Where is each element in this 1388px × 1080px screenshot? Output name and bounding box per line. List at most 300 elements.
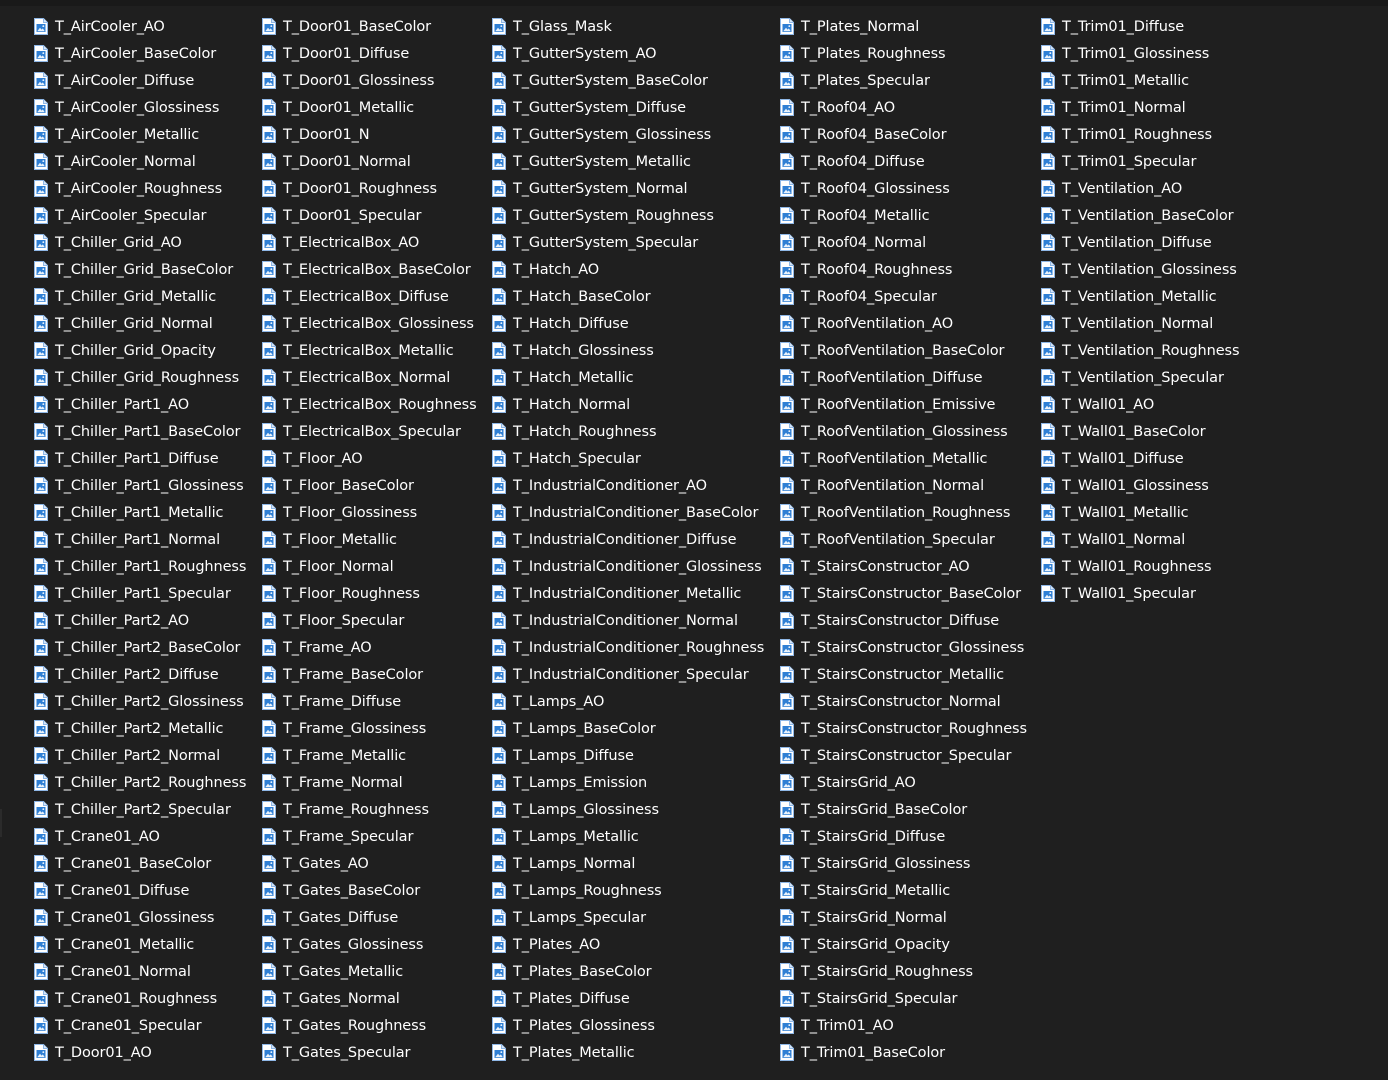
file-item[interactable] bbox=[262, 526, 477, 553]
file-item[interactable] bbox=[34, 553, 246, 580]
file-item[interactable] bbox=[262, 661, 477, 688]
file-item[interactable] bbox=[780, 94, 1027, 121]
image-file-icon bbox=[34, 261, 48, 278]
file-item[interactable] bbox=[492, 634, 764, 661]
file-item[interactable] bbox=[262, 175, 477, 202]
file-item[interactable] bbox=[1041, 418, 1239, 445]
file-name: T_StairsGrid_Diffuse bbox=[801, 828, 946, 845]
image-file-icon bbox=[262, 666, 276, 683]
image-file-icon bbox=[34, 153, 48, 170]
file-item[interactable] bbox=[1041, 121, 1239, 148]
file-name: T_Chiller_Part2_BaseColor bbox=[55, 639, 241, 656]
file-item[interactable] bbox=[262, 877, 477, 904]
file-name: T_Frame_Roughness bbox=[283, 801, 429, 818]
file-item[interactable] bbox=[262, 1012, 477, 1039]
file-item[interactable] bbox=[780, 526, 1027, 553]
image-file-icon bbox=[492, 342, 506, 359]
file-name: T_RoofVentilation_Metallic bbox=[801, 450, 988, 467]
image-file-icon bbox=[492, 45, 506, 62]
file-item[interactable] bbox=[34, 310, 246, 337]
file-item[interactable] bbox=[492, 904, 764, 931]
file-name: T_ElectricalBox_AO bbox=[283, 234, 420, 251]
image-file-icon bbox=[780, 720, 794, 737]
file-item[interactable] bbox=[34, 445, 246, 472]
file-item[interactable] bbox=[780, 796, 1027, 823]
file-name: T_Lamps_Glossiness bbox=[513, 801, 659, 818]
file-item[interactable] bbox=[780, 877, 1027, 904]
file-item[interactable] bbox=[780, 1012, 1027, 1039]
file-item[interactable] bbox=[1041, 13, 1239, 40]
file-item[interactable] bbox=[492, 526, 764, 553]
file-item[interactable] bbox=[262, 634, 477, 661]
file-item[interactable] bbox=[492, 1039, 764, 1066]
image-file-icon bbox=[262, 126, 276, 143]
file-name: T_Crane01_Glossiness bbox=[55, 909, 215, 926]
image-file-icon bbox=[492, 612, 506, 629]
file-item[interactable] bbox=[34, 661, 246, 688]
file-name: T_AirCooler_Specular bbox=[55, 207, 207, 224]
image-file-icon bbox=[262, 396, 276, 413]
file-item[interactable] bbox=[780, 742, 1027, 769]
file-name: T_StairsGrid_AO bbox=[801, 774, 916, 791]
file-name: T_Wall01_Metallic bbox=[1062, 504, 1189, 521]
file-item[interactable] bbox=[34, 931, 246, 958]
file-item[interactable] bbox=[492, 553, 764, 580]
file-name: T_Lamps_BaseColor bbox=[513, 720, 656, 737]
file-name: T_Crane01_Diffuse bbox=[55, 882, 190, 899]
file-item[interactable] bbox=[262, 67, 477, 94]
file-item[interactable] bbox=[262, 850, 477, 877]
image-file-icon bbox=[262, 693, 276, 710]
file-item[interactable] bbox=[492, 499, 764, 526]
file-item[interactable] bbox=[262, 229, 477, 256]
image-file-icon bbox=[262, 828, 276, 845]
image-file-icon bbox=[492, 558, 506, 575]
file-item[interactable] bbox=[780, 769, 1027, 796]
file-item[interactable] bbox=[780, 553, 1027, 580]
file-item[interactable] bbox=[262, 931, 477, 958]
file-item[interactable] bbox=[1041, 391, 1239, 418]
file-item[interactable] bbox=[34, 472, 246, 499]
file-item[interactable] bbox=[492, 310, 764, 337]
image-file-icon bbox=[780, 639, 794, 656]
file-item[interactable] bbox=[34, 40, 246, 67]
file-item[interactable] bbox=[780, 283, 1027, 310]
file-item[interactable] bbox=[492, 175, 764, 202]
file-item[interactable] bbox=[34, 94, 246, 121]
file-name: T_Frame_Metallic bbox=[283, 747, 406, 764]
file-item[interactable] bbox=[262, 1039, 477, 1066]
file-item[interactable] bbox=[780, 67, 1027, 94]
file-item[interactable] bbox=[262, 904, 477, 931]
file-name: T_Frame_AO bbox=[283, 639, 372, 656]
file-item[interactable] bbox=[1041, 310, 1239, 337]
file-item[interactable] bbox=[492, 229, 764, 256]
file-item[interactable] bbox=[492, 769, 764, 796]
image-file-icon bbox=[492, 99, 506, 116]
file-item[interactable] bbox=[780, 499, 1027, 526]
image-file-icon bbox=[780, 450, 794, 467]
file-item[interactable] bbox=[34, 175, 246, 202]
image-file-icon bbox=[492, 477, 506, 494]
file-item[interactable] bbox=[262, 688, 477, 715]
file-name: T_Wall01_Specular bbox=[1062, 585, 1196, 602]
file-item[interactable] bbox=[780, 958, 1027, 985]
file-item[interactable] bbox=[1041, 40, 1239, 67]
image-file-icon bbox=[34, 72, 48, 89]
file-item[interactable] bbox=[780, 823, 1027, 850]
file-item[interactable] bbox=[780, 1039, 1027, 1066]
file-name: T_StairsConstructor_Normal bbox=[801, 693, 1001, 710]
file-item[interactable] bbox=[34, 202, 246, 229]
image-file-icon bbox=[492, 639, 506, 656]
file-item[interactable] bbox=[780, 418, 1027, 445]
file-item[interactable] bbox=[492, 1012, 764, 1039]
file-name: T_Frame_Normal bbox=[283, 774, 403, 791]
file-name: T_ElectricalBox_Normal bbox=[283, 369, 451, 386]
file-name: T_Gates_Roughness bbox=[283, 1017, 427, 1034]
image-file-icon bbox=[34, 1044, 48, 1061]
file-item[interactable] bbox=[780, 904, 1027, 931]
file-item[interactable] bbox=[262, 283, 477, 310]
image-file-icon bbox=[492, 153, 506, 170]
file-item[interactable] bbox=[262, 40, 477, 67]
image-file-icon bbox=[262, 342, 276, 359]
file-item[interactable] bbox=[34, 67, 246, 94]
file-item[interactable] bbox=[780, 310, 1027, 337]
file-item[interactable] bbox=[262, 13, 477, 40]
file-item[interactable] bbox=[1041, 499, 1239, 526]
file-name: T_Frame_Glossiness bbox=[283, 720, 427, 737]
image-file-icon bbox=[262, 369, 276, 386]
file-item[interactable] bbox=[34, 391, 246, 418]
file-item[interactable] bbox=[34, 796, 246, 823]
file-name: T_AirCooler_Metallic bbox=[55, 126, 200, 143]
file-item[interactable] bbox=[492, 985, 764, 1012]
file-item[interactable] bbox=[262, 499, 477, 526]
file-item[interactable] bbox=[34, 850, 246, 877]
file-name: T_Wall01_Diffuse bbox=[1062, 450, 1184, 467]
file-name: T_ElectricalBox_Metallic bbox=[283, 342, 454, 359]
file-name: T_Lamps_Roughness bbox=[513, 882, 662, 899]
file-item[interactable] bbox=[492, 958, 764, 985]
file-item[interactable] bbox=[780, 580, 1027, 607]
file-item[interactable] bbox=[262, 148, 477, 175]
file-item[interactable] bbox=[34, 13, 246, 40]
file-item[interactable] bbox=[492, 40, 764, 67]
file-item[interactable] bbox=[1041, 94, 1239, 121]
image-file-icon bbox=[34, 558, 48, 575]
image-file-icon bbox=[780, 207, 794, 224]
file-name: T_Ventilation_Roughness bbox=[1062, 342, 1240, 359]
file-item[interactable] bbox=[34, 499, 246, 526]
file-item[interactable] bbox=[262, 445, 477, 472]
file-item[interactable] bbox=[34, 634, 246, 661]
file-name: T_GutterSystem_Normal bbox=[513, 180, 688, 197]
file-item[interactable] bbox=[1041, 337, 1239, 364]
image-file-icon bbox=[262, 774, 276, 791]
file-name: T_ElectricalBox_Diffuse bbox=[283, 288, 449, 305]
file-item[interactable] bbox=[34, 742, 246, 769]
file-item[interactable] bbox=[492, 148, 764, 175]
image-file-icon bbox=[262, 504, 276, 521]
file-item[interactable] bbox=[34, 985, 246, 1012]
file-item[interactable] bbox=[780, 850, 1027, 877]
file-item[interactable] bbox=[262, 796, 477, 823]
file-item[interactable] bbox=[492, 13, 764, 40]
file-item[interactable] bbox=[492, 121, 764, 148]
file-item[interactable] bbox=[780, 202, 1027, 229]
file-item[interactable] bbox=[262, 94, 477, 121]
file-item[interactable] bbox=[34, 337, 246, 364]
file-name: T_IndustrialConditioner_Roughness bbox=[513, 639, 765, 656]
file-name: T_Roof04_Diffuse bbox=[801, 153, 925, 170]
file-name: T_Chiller_Part1_Metallic bbox=[55, 504, 224, 521]
image-file-icon bbox=[492, 828, 506, 845]
file-item[interactable] bbox=[262, 202, 477, 229]
file-item[interactable] bbox=[780, 40, 1027, 67]
file-item[interactable] bbox=[492, 67, 764, 94]
file-name: T_Chiller_Part1_Normal bbox=[55, 531, 221, 548]
file-item[interactable] bbox=[492, 823, 764, 850]
file-item[interactable] bbox=[262, 337, 477, 364]
file-column-4 bbox=[780, 13, 1027, 1066]
file-item[interactable] bbox=[34, 715, 246, 742]
file-item[interactable] bbox=[780, 337, 1027, 364]
file-item[interactable] bbox=[262, 364, 477, 391]
file-item[interactable] bbox=[34, 256, 246, 283]
file-item[interactable] bbox=[780, 175, 1027, 202]
image-file-icon bbox=[492, 369, 506, 386]
image-file-icon bbox=[34, 504, 48, 521]
image-file-icon bbox=[780, 747, 794, 764]
file-item[interactable] bbox=[492, 796, 764, 823]
file-name: T_Chiller_Part2_Specular bbox=[55, 801, 231, 818]
file-name: T_Chiller_Grid_Normal bbox=[55, 315, 213, 332]
file-item[interactable] bbox=[492, 283, 764, 310]
file-name: T_Plates_Normal bbox=[801, 18, 920, 35]
image-file-icon bbox=[780, 990, 794, 1007]
file-item[interactable] bbox=[492, 661, 764, 688]
file-item[interactable] bbox=[780, 256, 1027, 283]
file-item[interactable] bbox=[780, 13, 1027, 40]
file-name: T_Gates_Metallic bbox=[283, 963, 404, 980]
image-file-icon bbox=[34, 396, 48, 413]
file-name: T_Door01_Diffuse bbox=[283, 45, 410, 62]
file-name: T_ElectricalBox_Glossiness bbox=[283, 315, 474, 332]
file-item[interactable] bbox=[1041, 175, 1239, 202]
file-item[interactable] bbox=[34, 148, 246, 175]
file-item[interactable] bbox=[262, 418, 477, 445]
window-top-edge bbox=[0, 0, 1388, 6]
file-item[interactable] bbox=[262, 310, 477, 337]
file-item[interactable] bbox=[492, 607, 764, 634]
file-item[interactable] bbox=[492, 472, 764, 499]
file-item[interactable] bbox=[1041, 364, 1239, 391]
file-item[interactable] bbox=[492, 445, 764, 472]
file-item[interactable] bbox=[780, 931, 1027, 958]
file-item[interactable] bbox=[1041, 229, 1239, 256]
image-file-icon bbox=[262, 585, 276, 602]
image-file-icon bbox=[262, 207, 276, 224]
file-name: T_GutterSystem_Roughness bbox=[513, 207, 714, 224]
file-item[interactable] bbox=[1041, 67, 1239, 94]
file-name: T_AirCooler_AO bbox=[55, 18, 165, 35]
file-item[interactable] bbox=[262, 958, 477, 985]
file-item[interactable] bbox=[1041, 526, 1239, 553]
file-item[interactable] bbox=[492, 931, 764, 958]
image-file-icon bbox=[34, 45, 48, 62]
file-item[interactable] bbox=[780, 121, 1027, 148]
file-item[interactable] bbox=[492, 850, 764, 877]
image-file-icon bbox=[1041, 558, 1055, 575]
file-item[interactable] bbox=[780, 715, 1027, 742]
file-item[interactable] bbox=[780, 688, 1027, 715]
file-item[interactable] bbox=[492, 715, 764, 742]
file-item[interactable] bbox=[1041, 283, 1239, 310]
file-name: T_Chiller_Grid_BaseColor bbox=[55, 261, 234, 278]
image-file-icon bbox=[34, 342, 48, 359]
file-item[interactable] bbox=[1041, 553, 1239, 580]
file-item[interactable] bbox=[34, 364, 246, 391]
file-item[interactable] bbox=[780, 634, 1027, 661]
file-item[interactable] bbox=[780, 985, 1027, 1012]
image-file-icon bbox=[34, 855, 48, 872]
file-name: T_RoofVentilation_Emissive bbox=[801, 396, 996, 413]
file-name: T_Roof04_Roughness bbox=[801, 261, 953, 278]
file-item[interactable] bbox=[780, 364, 1027, 391]
file-item[interactable] bbox=[262, 391, 477, 418]
file-item[interactable] bbox=[262, 607, 477, 634]
file-item[interactable] bbox=[1041, 580, 1239, 607]
image-file-icon bbox=[492, 207, 506, 224]
file-item[interactable] bbox=[262, 553, 477, 580]
image-file-icon bbox=[262, 639, 276, 656]
file-item[interactable] bbox=[492, 742, 764, 769]
file-name: T_Trim01_Specular bbox=[1062, 153, 1197, 170]
image-file-icon bbox=[780, 531, 794, 548]
file-item[interactable] bbox=[492, 337, 764, 364]
file-item[interactable] bbox=[492, 94, 764, 121]
image-file-icon bbox=[492, 990, 506, 1007]
file-item[interactable] bbox=[34, 769, 246, 796]
file-name: T_Roof04_Glossiness bbox=[801, 180, 950, 197]
image-file-icon bbox=[492, 1017, 506, 1034]
file-item[interactable] bbox=[34, 526, 246, 553]
file-item[interactable] bbox=[1041, 472, 1239, 499]
image-file-icon bbox=[492, 963, 506, 980]
file-item[interactable] bbox=[1041, 256, 1239, 283]
file-name: T_Ventilation_AO bbox=[1062, 180, 1183, 197]
file-item[interactable] bbox=[492, 877, 764, 904]
file-item[interactable] bbox=[492, 688, 764, 715]
image-file-icon bbox=[262, 72, 276, 89]
image-file-icon bbox=[1041, 45, 1055, 62]
scroll-edge-marker bbox=[0, 809, 2, 837]
image-file-icon bbox=[34, 1017, 48, 1034]
file-item[interactable] bbox=[34, 1039, 246, 1066]
file-item[interactable] bbox=[492, 580, 764, 607]
file-item[interactable] bbox=[34, 418, 246, 445]
file-item[interactable] bbox=[262, 121, 477, 148]
image-file-icon bbox=[1041, 585, 1055, 602]
file-item[interactable] bbox=[34, 823, 246, 850]
file-name: T_Lamps_Specular bbox=[513, 909, 646, 926]
file-name: T_Gates_Specular bbox=[283, 1044, 411, 1061]
file-item[interactable] bbox=[1041, 148, 1239, 175]
file-name: T_RoofVentilation_Roughness bbox=[801, 504, 1011, 521]
file-item[interactable] bbox=[34, 283, 246, 310]
file-item[interactable] bbox=[34, 904, 246, 931]
file-column-1 bbox=[34, 13, 246, 1066]
file-item[interactable] bbox=[34, 229, 246, 256]
file-item[interactable] bbox=[34, 688, 246, 715]
file-item[interactable] bbox=[262, 823, 477, 850]
file-name: T_AirCooler_BaseColor bbox=[55, 45, 217, 62]
file-item[interactable] bbox=[262, 472, 477, 499]
image-file-icon bbox=[1041, 504, 1055, 521]
file-name: T_Crane01_Metallic bbox=[55, 936, 195, 953]
image-file-icon bbox=[492, 909, 506, 926]
file-item[interactable] bbox=[262, 742, 477, 769]
file-item[interactable] bbox=[780, 661, 1027, 688]
image-file-icon bbox=[1041, 234, 1055, 251]
file-item[interactable] bbox=[34, 958, 246, 985]
file-item[interactable] bbox=[34, 607, 246, 634]
file-item[interactable] bbox=[492, 202, 764, 229]
file-item[interactable] bbox=[780, 229, 1027, 256]
file-item[interactable] bbox=[262, 769, 477, 796]
file-name: T_Door01_Normal bbox=[283, 153, 411, 170]
file-item[interactable] bbox=[262, 715, 477, 742]
file-name: T_Lamps_AO bbox=[513, 693, 605, 710]
file-name: T_StairsGrid_BaseColor bbox=[801, 801, 968, 818]
file-item[interactable] bbox=[262, 985, 477, 1012]
image-file-icon bbox=[34, 288, 48, 305]
file-item[interactable] bbox=[34, 1012, 246, 1039]
file-name: T_GutterSystem_Glossiness bbox=[513, 126, 712, 143]
file-name: T_GutterSystem_Specular bbox=[513, 234, 699, 251]
file-item[interactable] bbox=[492, 418, 764, 445]
file-name: T_StairsConstructor_Metallic bbox=[801, 666, 1005, 683]
file-item[interactable] bbox=[780, 607, 1027, 634]
file-item[interactable] bbox=[262, 580, 477, 607]
file-item[interactable] bbox=[1041, 202, 1239, 229]
file-name: T_Chiller_Part1_Roughness bbox=[55, 558, 247, 575]
file-item[interactable] bbox=[492, 391, 764, 418]
file-item[interactable] bbox=[34, 877, 246, 904]
file-item[interactable] bbox=[780, 445, 1027, 472]
file-item[interactable] bbox=[492, 364, 764, 391]
file-item[interactable] bbox=[34, 121, 246, 148]
file-name: T_Floor_Metallic bbox=[283, 531, 397, 548]
file-name: T_Trim01_Diffuse bbox=[1062, 18, 1185, 35]
file-name: T_Floor_AO bbox=[283, 450, 363, 467]
file-item[interactable] bbox=[780, 148, 1027, 175]
image-file-icon bbox=[780, 234, 794, 251]
file-item[interactable] bbox=[780, 472, 1027, 499]
file-item[interactable] bbox=[780, 391, 1027, 418]
file-name: T_RoofVentilation_BaseColor bbox=[801, 342, 1005, 359]
file-item[interactable] bbox=[262, 256, 477, 283]
file-name: T_Glass_Mask bbox=[513, 18, 612, 35]
file-item[interactable] bbox=[34, 580, 246, 607]
image-file-icon bbox=[492, 585, 506, 602]
file-item[interactable] bbox=[492, 256, 764, 283]
image-file-icon bbox=[780, 477, 794, 494]
file-item[interactable] bbox=[1041, 445, 1239, 472]
file-name: T_Roof04_AO bbox=[801, 99, 896, 116]
